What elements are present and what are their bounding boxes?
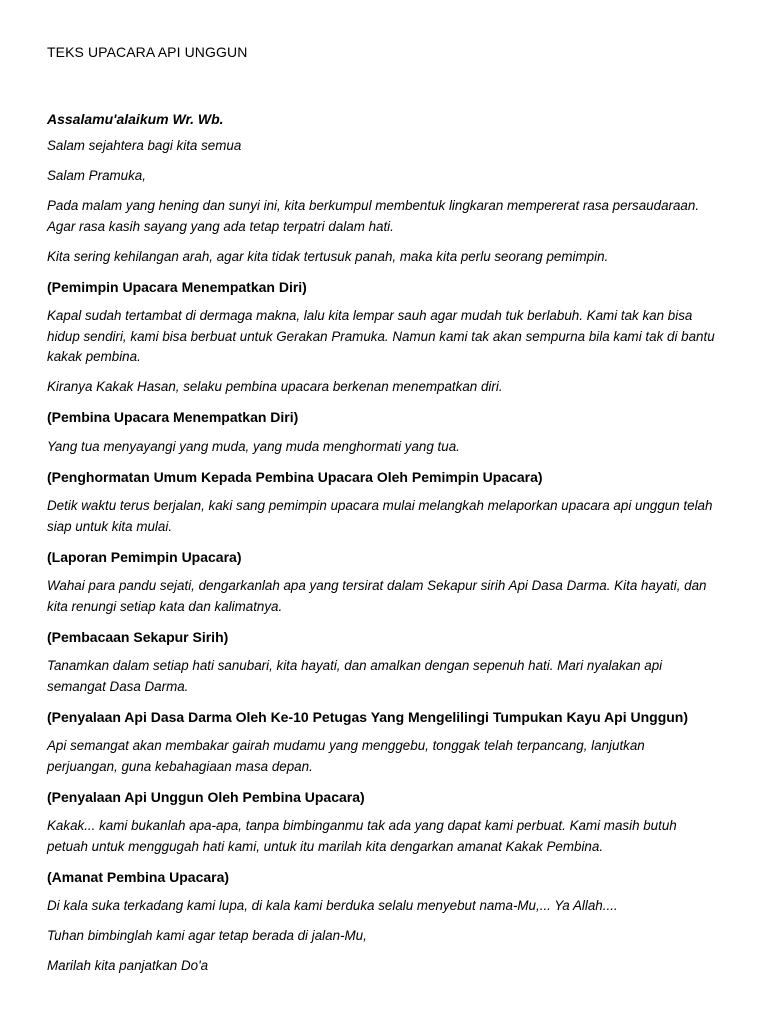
paragraph: Kiranya Kakak Hasan, selaku pembina upacara berkenan menempatkan diri. bbox=[47, 379, 503, 394]
paragraph: Pada malam yang hening dan sunyi ini, kita berkumpul membentuk lingkaran mempererat rasa persaudaraan. Agar rasa kasih sayang yang ada tetap terpatri dalam hati. bbox=[47, 198, 700, 234]
paragraph: Kita sering kehilangan arah, agar kita tidak tertusuk panah, maka kita perlu seorang pemimpin. bbox=[47, 248, 609, 264]
paragraph: Yang tua menyayangi yang muda, yang muda menghormati yang tua. bbox=[47, 438, 460, 454]
section-heading: (Pemimpin Upacara Menempatkan Diri) bbox=[47, 278, 307, 295]
section-heading: (Penyalaan Api Dasa Darma Oleh Ke-10 Petugas Yang Mengelilingi Tumpukan Kayu Api Unggun) bbox=[47, 708, 689, 725]
section-heading: (Penyalaan Api Unggun Oleh Pembina Upacara) bbox=[47, 788, 365, 805]
paragraph: Api semangat akan membakar gairah mudamu yang menggebu, tonggak telah terpancang, lanjutkan perjuangan, guna kebahagiaan masa depan. bbox=[47, 738, 645, 774]
paragraph: Kakak... kami bukanlah apa-apa, tanpa bimbinganmu tak ada yang dapat kami perbuat. Kami masih butuh petuah untuk menggugah hati kami, untuk itu marilah kita dengarkan amanat Kakak Pembina. bbox=[47, 818, 677, 854]
section-heading: (Amanat Pembina Upacara) bbox=[47, 868, 230, 885]
paragraph: Tanamkan dalam setiap hati sanubari, kita hayati, dan amalkan dengan sepenuh hati. Mari nyalakan api semangat Dasa Darma. bbox=[47, 658, 663, 694]
document-blocks bbox=[47, 109, 719, 977]
paragraph: Wahai para pandu sejati, dengarkanlah apa yang tersirat dalam Sekapur sirih Api Dasa Darma. Kita hayati, dan kita renungi setiap kata dan kalimatnya. bbox=[47, 578, 707, 614]
section-heading: (Pembacaan Sekapur Sirih) bbox=[47, 628, 229, 645]
paragraph: Di kala suka terkadang kami lupa, di kala kami berduka selalu menyebut nama-Mu,... Ya Allah.... bbox=[47, 898, 618, 913]
document-body bbox=[47, 42, 719, 986]
greeting-line: Assalamu'alaikum Wr. Wb. bbox=[47, 111, 224, 127]
paragraph: Salam Pramuka, bbox=[47, 168, 146, 183]
section-heading: (Penghormatan Umum Kepada Pembina Upacara Oleh Pemimpin Upacara) bbox=[47, 468, 543, 485]
paragraph: Marilah kita panjatkan Do'a bbox=[47, 958, 209, 973]
paragraph: Tuhan bimbinglah kami agar tetap berada di jalan-Mu, bbox=[47, 928, 367, 943]
document-title: TEKS UPACARA API UNGGUN bbox=[47, 44, 248, 60]
section-heading: (Laporan Pemimpin Upacara) bbox=[47, 548, 242, 565]
section-heading: (Pembina Upacara Menempatkan Diri) bbox=[47, 409, 299, 425]
paragraph: Kapal sudah tertambat di dermaga makna, lalu kita lempar sauh agar mudah tuk berlabuh. Kami tak kan bisa hidup sendiri, kami bisa berbuat untuk Gerakan Pramuka. Namun kami tak akan sempurna bila kami tak di bantu kakak pembina. bbox=[47, 308, 715, 364]
paragraph: Detik waktu terus berjalan, kaki sang pemimpin upacara mulai melangkah melaporkan upacara api unggun telah siap untuk kita mulai. bbox=[47, 498, 713, 534]
paragraph: Salam sejahtera bagi kita semua bbox=[47, 138, 242, 153]
